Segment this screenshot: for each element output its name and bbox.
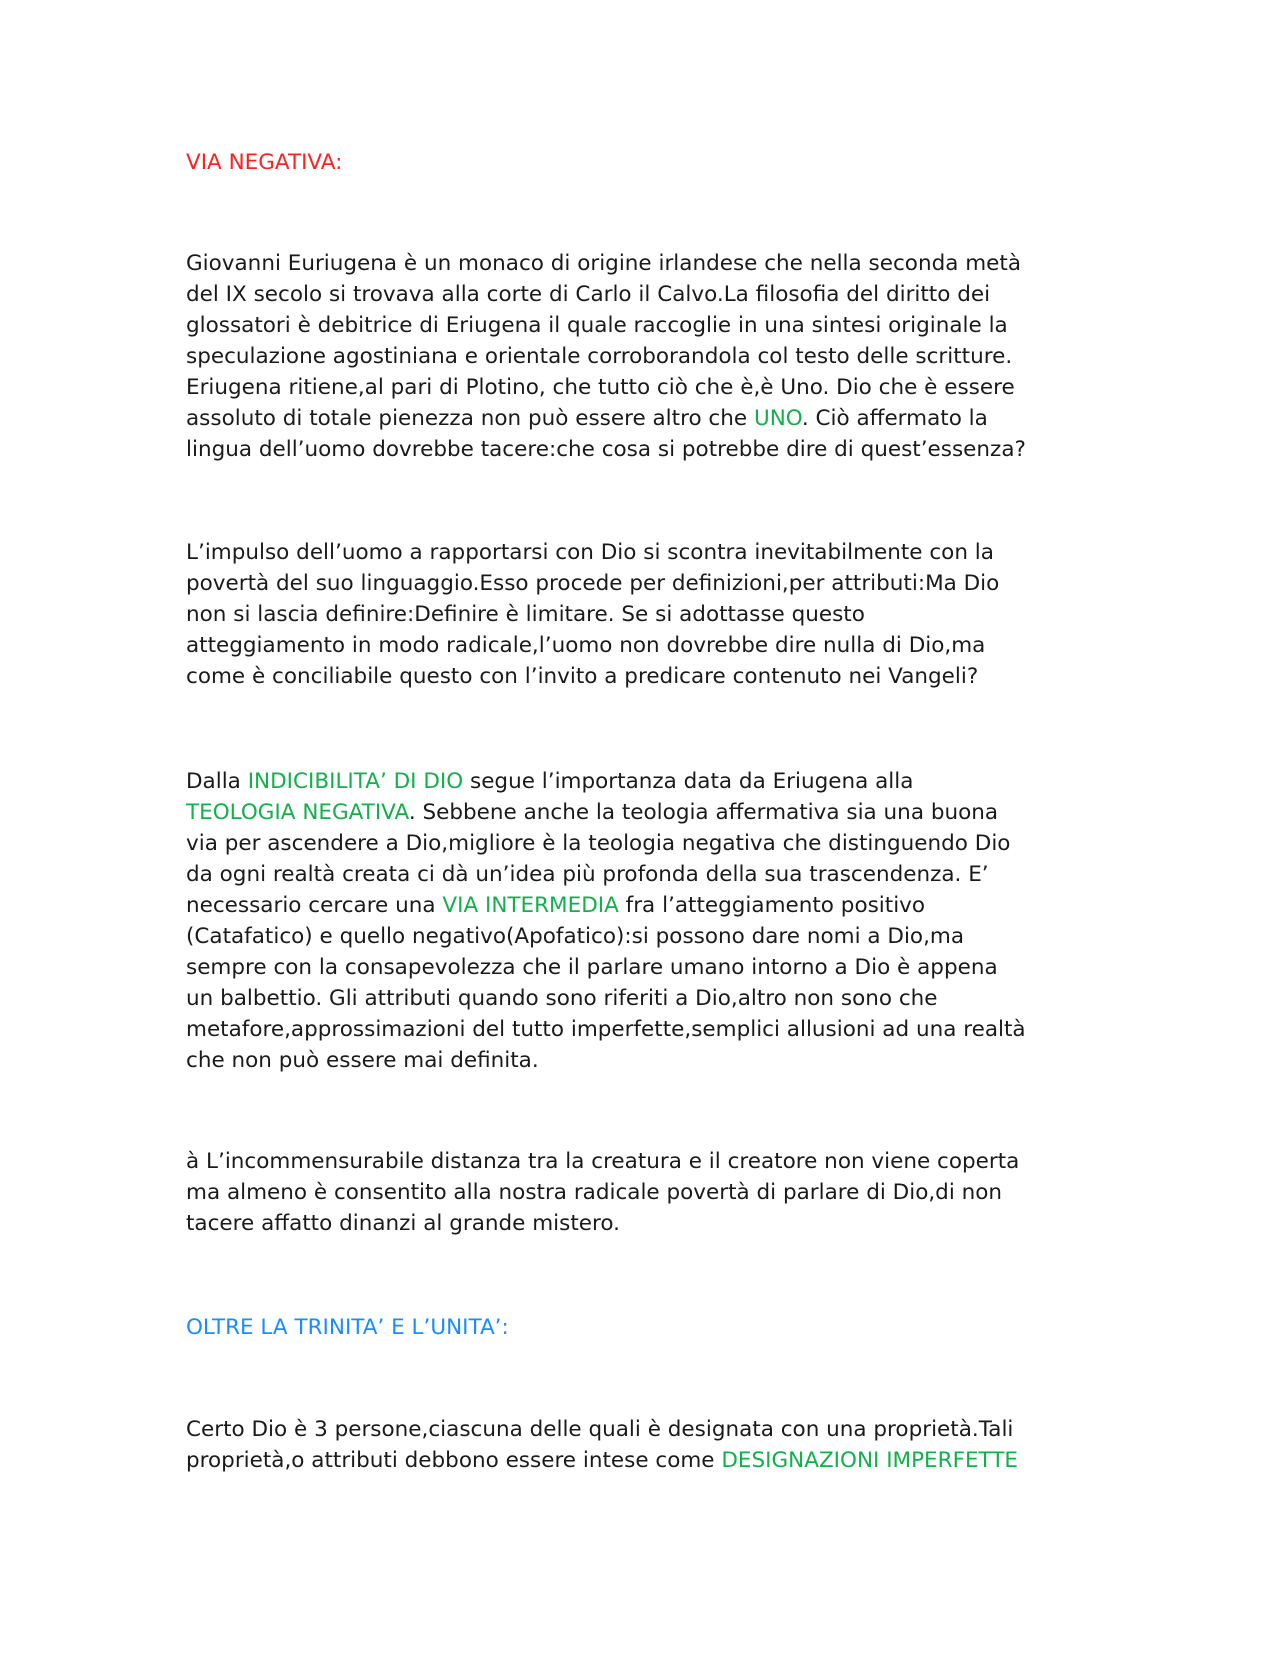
section-title: VIA NEGATIVA: [186,150,343,175]
paragraph-language [186,537,1106,692]
highlight-term: VIA INTERMEDIA [442,893,619,918]
text-run: segue l’importanza data da Eriugena alla [463,769,914,794]
text-run: assoluto di totale pienezza non può essere altro che [186,406,754,431]
paragraph-line: L’impulso dell’uomo a rapportarsi con Dio si scontra inevitabilmente con la [186,540,994,565]
paragraph-line: metafore,approssimazioni del tutto imperfette,semplici allusioni ad una realtà [186,1017,1026,1042]
paragraph-line [186,766,1106,797]
paragraph-line: via per ascendere a Dio,migliore è la teologia negativa che distinguendo Dio [186,831,1011,856]
paragraph-line [186,1445,1106,1476]
highlight-term: DESIGNAZIONI IMPERFETTE [721,1448,1019,1473]
paragraph-line: Certo Dio è 3 persone,ciascuna delle quali è designata con una proprietà.Tali [186,1417,1014,1442]
paragraph-line: tacere affatto dinanzi al grande mistero. [186,1211,620,1236]
paragraph-line: del IX secolo si trovava alla corte di Carlo il Calvo.La filosofia del diritto dei [186,282,991,307]
paragraph-line: (Catafatico) e quello negativo(Apofatico):si possono dare nomi a Dio,ma [186,924,965,949]
paragraph-line: atteggiamento in modo radicale,l’uomo non dovrebbe dire nulla di Dio,ma [186,633,986,658]
paragraph-line: Giovanni Euriugena è un monaco di origine irlandese che nella seconda metà [186,251,1022,276]
paragraph-line: speculazione agostiniana e orientale corroborandola col testo delle scritture. [186,344,1013,369]
paragraph-line: povertà del suo linguaggio.Esso procede per definizioni,per attributi:Ma Dio [186,571,1000,596]
highlight-term: TEOLOGIA NEGATIVA [186,800,409,825]
text-run: necessario cercare una [186,893,443,918]
paragraph-line: ma almeno è consentito alla nostra radicale povertà di parlare di Dio,di non [186,1180,1003,1205]
paragraph-line: glossatori è debitrice di Eriugena il quale raccoglie in una sintesi originale la [186,313,1008,338]
paragraph-intro [186,248,1106,465]
paragraph-line: Eriugena ritiene,al pari di Plotino, che tutto ciò che è,è Uno. Dio che è essere [186,375,1015,400]
paragraph-line: à L’incommensurabile distanza tra la creatura e il creatore non viene coperta [186,1149,1020,1174]
paragraph-line: un balbettio. Gli attributi quando sono riferiti a Dio,altro non sono che [186,986,938,1011]
highlight-term: UNO [753,406,802,431]
text-run: proprietà,o attributi debbono essere intese come [186,1448,722,1473]
paragraph-line [186,797,1106,828]
paragraph-line: non si lascia definire:Definire è limitare. Se si adottasse questo [186,602,865,627]
paragraph-trinity [186,1414,1106,1476]
paragraph-line: sempre con la consapevolezza che il parlare umano intorno a Dio è appena [186,955,998,980]
paragraph-distance [186,1146,1106,1239]
paragraph-line [186,403,1106,434]
text-run: Dalla [186,769,248,794]
text-run: . Sebbene anche la teologia affermativa sia una buona [408,800,999,825]
paragraph-line: da ogni realtà creata ci dà un’idea più profonda della sua trascendenza. E’ [186,862,989,887]
paragraph-line: come è conciliabile questo con l’invito a predicare contenuto nei Vangeli? [186,664,979,689]
paragraph-negative-theology [186,766,1106,1076]
text-run: fra l’atteggiamento positivo [618,893,926,918]
highlight-term: INDICIBILITA’ DI DIO [247,769,464,794]
text-run: . Ciò affermato la [801,406,988,431]
paragraph-line: che non può essere mai definita. [186,1048,539,1073]
paragraph-line [186,890,1106,921]
section-heading: OLTRE LA TRINITA’ E L’UNITA’: [186,1315,509,1340]
paragraph-line: lingua dell’uomo dovrebbe tacere:che cosa si potrebbe dire di quest’essenza? [186,437,1026,462]
